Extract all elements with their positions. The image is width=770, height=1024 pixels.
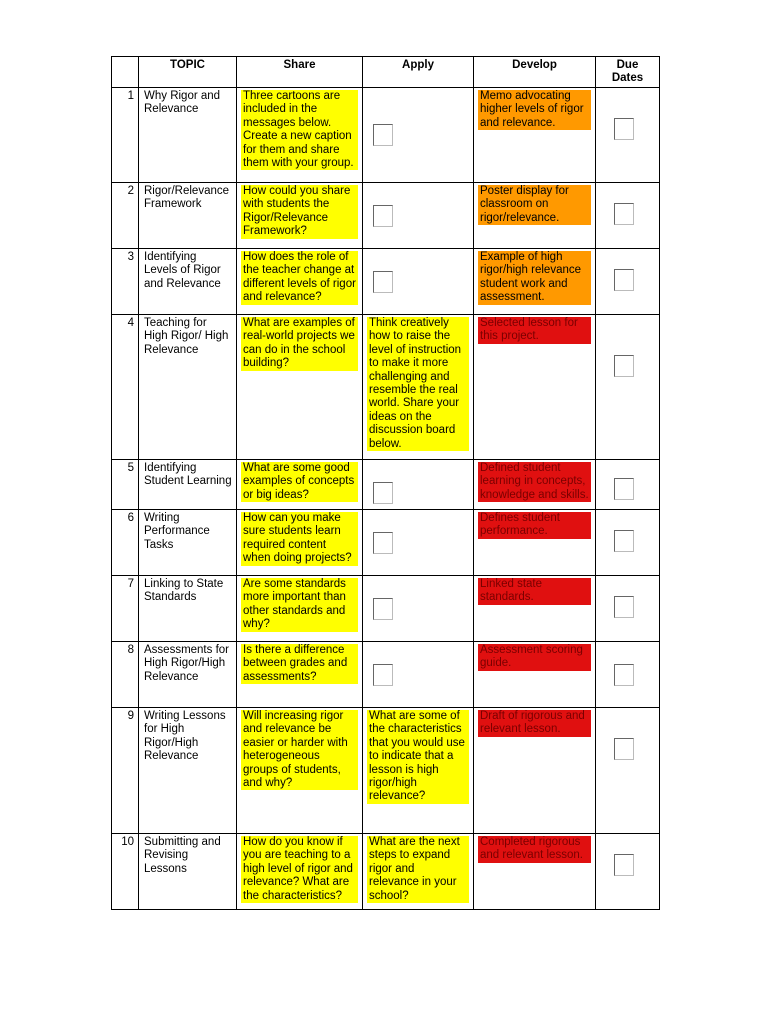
topic-text: Writing Performance Tasks [144, 512, 210, 551]
due-date-checkbox[interactable] [614, 738, 634, 760]
due-date-cell [596, 249, 660, 315]
topic-cell [139, 249, 237, 315]
due-date-cell [596, 576, 660, 642]
due-date-checkbox[interactable] [614, 664, 634, 686]
due-date-cell [596, 708, 660, 834]
topic-cell [139, 708, 237, 834]
row-number [112, 510, 139, 576]
row-number-text: 8 [127, 644, 134, 656]
table-row [112, 708, 660, 834]
table-row [112, 88, 660, 183]
topic-cell [139, 576, 237, 642]
develop-cell [474, 183, 596, 249]
develop-text: Memo advocating higher levels of rigor and relevance. [478, 90, 591, 130]
share-text: How could you share with students the Rigor/Relevance Framework? [241, 185, 358, 239]
row-number-text: 6 [127, 512, 134, 524]
develop-text: Completed rigorous and relevant lesson. [478, 836, 591, 863]
header-share: Share [237, 57, 363, 88]
develop-text: Defines student performance. [478, 512, 591, 539]
develop-cell [474, 642, 596, 708]
due-date-cell [596, 460, 660, 510]
row-number [112, 642, 139, 708]
header-row [112, 57, 660, 88]
topic-cell [139, 315, 237, 460]
develop-text: Example of high rigor/high relevance student work and assessment. [478, 251, 591, 305]
row-number [112, 460, 139, 510]
due-date-cell [596, 510, 660, 576]
apply-cell [363, 249, 474, 315]
topic-text: Identifying Student Learning [144, 462, 232, 488]
table-row [112, 510, 660, 576]
topic-text: Assessments for High Rigor/High Relevance [144, 644, 229, 683]
due-date-checkbox[interactable] [614, 530, 634, 552]
apply-cell [363, 88, 474, 183]
header-develop: Develop [474, 57, 596, 88]
apply-cell [363, 460, 474, 510]
apply-cell [363, 834, 474, 910]
topic-text: Writing Lessons for High Rigor/High Relevance [144, 710, 226, 763]
apply-cell [363, 642, 474, 708]
row-number [112, 708, 139, 834]
header-due-dates: Due Dates [596, 57, 660, 88]
share-cell [237, 576, 363, 642]
due-date-cell [596, 88, 660, 183]
due-date-checkbox[interactable] [614, 203, 634, 225]
due-date-cell [596, 315, 660, 460]
share-cell [237, 460, 363, 510]
topic-text: Identifying Levels of Rigor and Relevance [144, 251, 221, 290]
share-text: How can you make sure students learn required content when doing projects? [241, 512, 358, 566]
header-num [112, 57, 139, 88]
table-body [112, 88, 660, 910]
apply-checkbox[interactable] [373, 124, 393, 146]
share-cell [237, 708, 363, 834]
develop-text: Linked state standards. [478, 578, 591, 605]
share-text: Is there a difference between grades and assessments? [241, 644, 358, 684]
row-number-text: 7 [127, 578, 134, 590]
topic-cell [139, 88, 237, 183]
apply-text: What are some of the characteristics that you would use to indicate that a lesson is high rigor/high relevance? [367, 710, 469, 804]
row-number-text: 2 [127, 185, 134, 197]
row-number [112, 183, 139, 249]
share-cell [237, 88, 363, 183]
header-topic: TOPIC [139, 57, 237, 88]
develop-text: Selected lesson for this project. [478, 317, 591, 344]
share-text: What are some good examples of concepts or big ideas? [241, 462, 358, 502]
row-number [112, 88, 139, 183]
develop-cell [474, 315, 596, 460]
apply-cell [363, 183, 474, 249]
table-row [112, 460, 660, 510]
develop-cell [474, 510, 596, 576]
table-row [112, 315, 660, 460]
row-number-text: 10 [121, 836, 134, 848]
table-row [112, 249, 660, 315]
topic-cell [139, 460, 237, 510]
row-number [112, 576, 139, 642]
due-date-checkbox[interactable] [614, 478, 634, 500]
share-text: How does the role of the teacher change at different levels of rigor and relevance? [241, 251, 358, 305]
row-number-text: 3 [127, 251, 134, 263]
topic-cell [139, 834, 237, 910]
share-cell [237, 249, 363, 315]
apply-checkbox[interactable] [373, 532, 393, 554]
share-text: Are some standards more important than other standards and why? [241, 578, 358, 632]
develop-cell [474, 576, 596, 642]
row-number-text: 9 [127, 710, 134, 722]
due-date-checkbox[interactable] [614, 854, 634, 876]
row-number-text: 4 [127, 317, 134, 329]
table-row [112, 642, 660, 708]
apply-checkbox[interactable] [373, 664, 393, 686]
apply-cell [363, 315, 474, 460]
row-number [112, 315, 139, 460]
due-date-cell [596, 183, 660, 249]
share-text: Will increasing rigor and relevance be easier or harder with heterogeneous groups of students, and why? [241, 710, 358, 790]
row-number [112, 249, 139, 315]
due-date-checkbox[interactable] [614, 269, 634, 291]
topic-cell [139, 642, 237, 708]
develop-cell [474, 708, 596, 834]
topic-text: Teaching for High Rigor/ High Relevance [144, 317, 229, 356]
table-row [112, 834, 660, 910]
apply-cell [363, 510, 474, 576]
due-date-checkbox[interactable] [614, 596, 634, 618]
due-date-checkbox[interactable] [614, 355, 634, 377]
header-apply: Apply [363, 57, 474, 88]
assignment-table [111, 56, 660, 910]
share-text: Three cartoons are included in the messages below. Create a new caption for them and share them with your group. [241, 90, 358, 170]
due-date-cell [596, 834, 660, 910]
develop-text: Poster display for classroom on rigor/relevance. [478, 185, 591, 225]
develop-cell [474, 834, 596, 910]
share-cell [237, 642, 363, 708]
apply-checkbox[interactable] [373, 598, 393, 620]
share-text: How do you know if you are teaching to a high level of rigor and relevance? What are the characteristics? [241, 836, 358, 903]
topic-cell [139, 510, 237, 576]
apply-checkbox[interactable] [373, 482, 393, 504]
share-cell [237, 315, 363, 460]
topic-text: Why Rigor and Relevance [144, 90, 221, 116]
apply-checkbox[interactable] [373, 271, 393, 293]
topic-text: Submitting and Revising Lessons [144, 836, 221, 875]
due-date-cell [596, 642, 660, 708]
apply-text: Think creatively how to raise the level of instruction to make it more challenging and resemble the real world. Share your ideas on the discussion board below. [367, 317, 469, 451]
develop-cell [474, 249, 596, 315]
share-cell [237, 834, 363, 910]
apply-checkbox[interactable] [373, 205, 393, 227]
share-cell [237, 510, 363, 576]
share-text: What are examples of real-world projects we can do in the school building? [241, 317, 358, 371]
develop-cell [474, 460, 596, 510]
develop-text: Defined student learning in concepts, knowledge and skills. [478, 462, 591, 502]
row-number [112, 834, 139, 910]
develop-text: Assessment scoring guide. [478, 644, 591, 671]
topic-text: Linking to State Standards [144, 578, 224, 604]
share-cell [237, 183, 363, 249]
table-row [112, 183, 660, 249]
develop-cell [474, 88, 596, 183]
topic-cell [139, 183, 237, 249]
row-number-text: 1 [127, 90, 134, 102]
topic-text: Rigor/Relevance Framework [144, 185, 230, 211]
table-row [112, 576, 660, 642]
apply-cell [363, 708, 474, 834]
develop-text: Draft of rigorous and relevant lesson. [478, 710, 591, 737]
apply-cell [363, 576, 474, 642]
due-date-checkbox[interactable] [614, 118, 634, 140]
apply-text: What are the next steps to expand rigor and relevance in your school? [367, 836, 469, 903]
row-number-text: 5 [127, 462, 134, 474]
